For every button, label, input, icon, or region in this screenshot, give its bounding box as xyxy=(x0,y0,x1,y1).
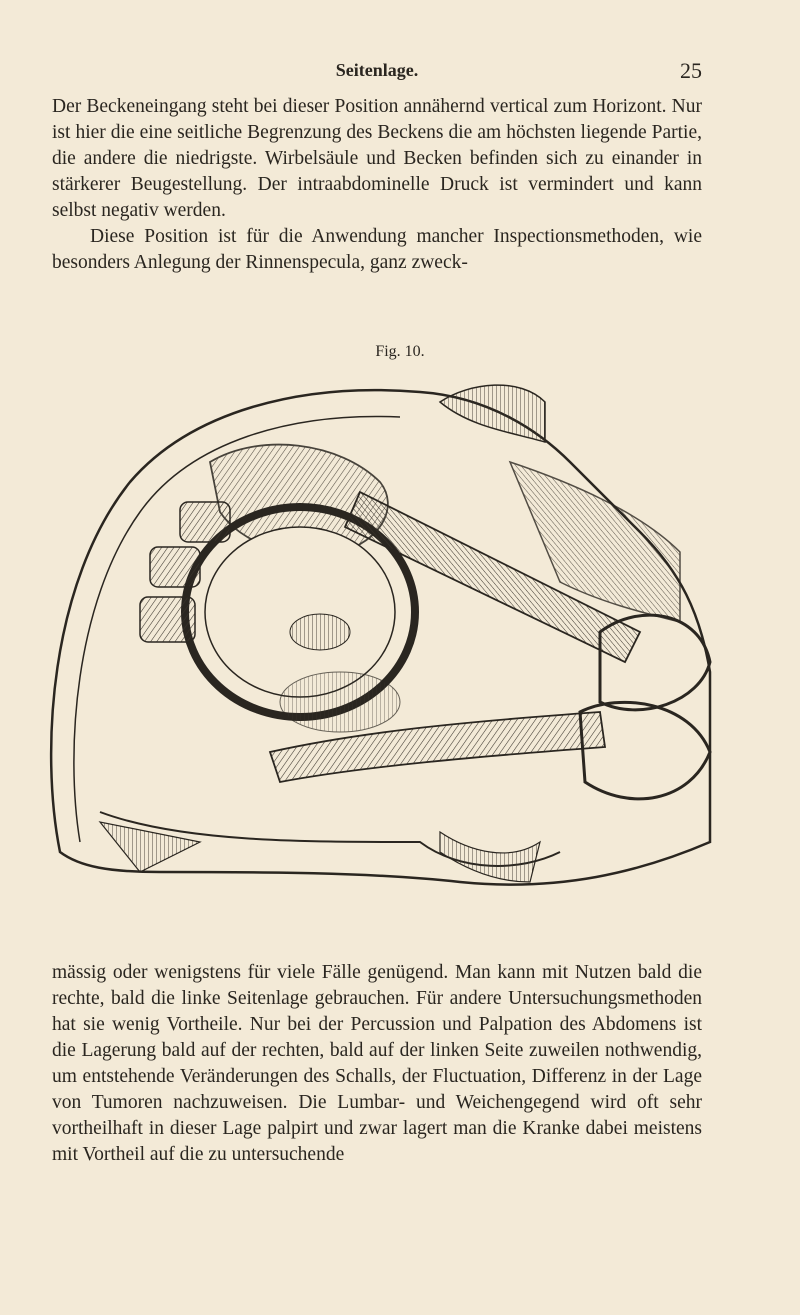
text-block-bottom xyxy=(52,960,702,1168)
running-head xyxy=(52,58,702,88)
paragraph: Der Beckeneingang steht bei dieser Position annähernd vertical zum Horizont. Nur ist hier die eine seitliche Begrenzung des Beckens die am höchsten liegende Partie, die andere die niedrigste. Wirbelsäule und Becken befinden sich zu einander in stärkerer Beugestellung. Der intraabdominelle Druck ist vermindert und kann selbst negativ werden. xyxy=(52,96,702,221)
figure-caption: Fig. 10. xyxy=(375,343,425,360)
running-title: Seitenlage. xyxy=(335,60,419,80)
figure-illustration xyxy=(40,372,720,912)
text-block-top xyxy=(52,94,702,276)
paragraph: Diese Position ist für die Anwendung mancher Inspectionsmethoden, wie besonders Anlegung der Rinnenspecula, ganz zweck- xyxy=(52,226,702,273)
paragraph: mässig oder wenigstens für viele Fälle genügend. Man kann mit Nutzen bald die rechte, bald die linke Seitenlage gebrauchen. Für andere Untersuchungsmethoden hat sie wenig Vortheile. Nur bei der Percussion und Palpation des Abdomens ist die Lagerung bald auf der rechten, bald auf der linken Seite zuweilen nothwendig, um entstehende Veränderungen des Schalls, der Fluctuation, Differenz in der Lage von Tumoren nachzuweisen. Die Lumbar- und Weichengegend wird oft sehr vortheilhaft in dieser Lage palpirt und zwar lagert man die Kranke dabei meistens mit Vortheil auf die zu untersuchende xyxy=(52,962,702,1165)
page-number: 25 xyxy=(680,58,702,83)
pelvis-illustration-icon xyxy=(40,372,720,912)
